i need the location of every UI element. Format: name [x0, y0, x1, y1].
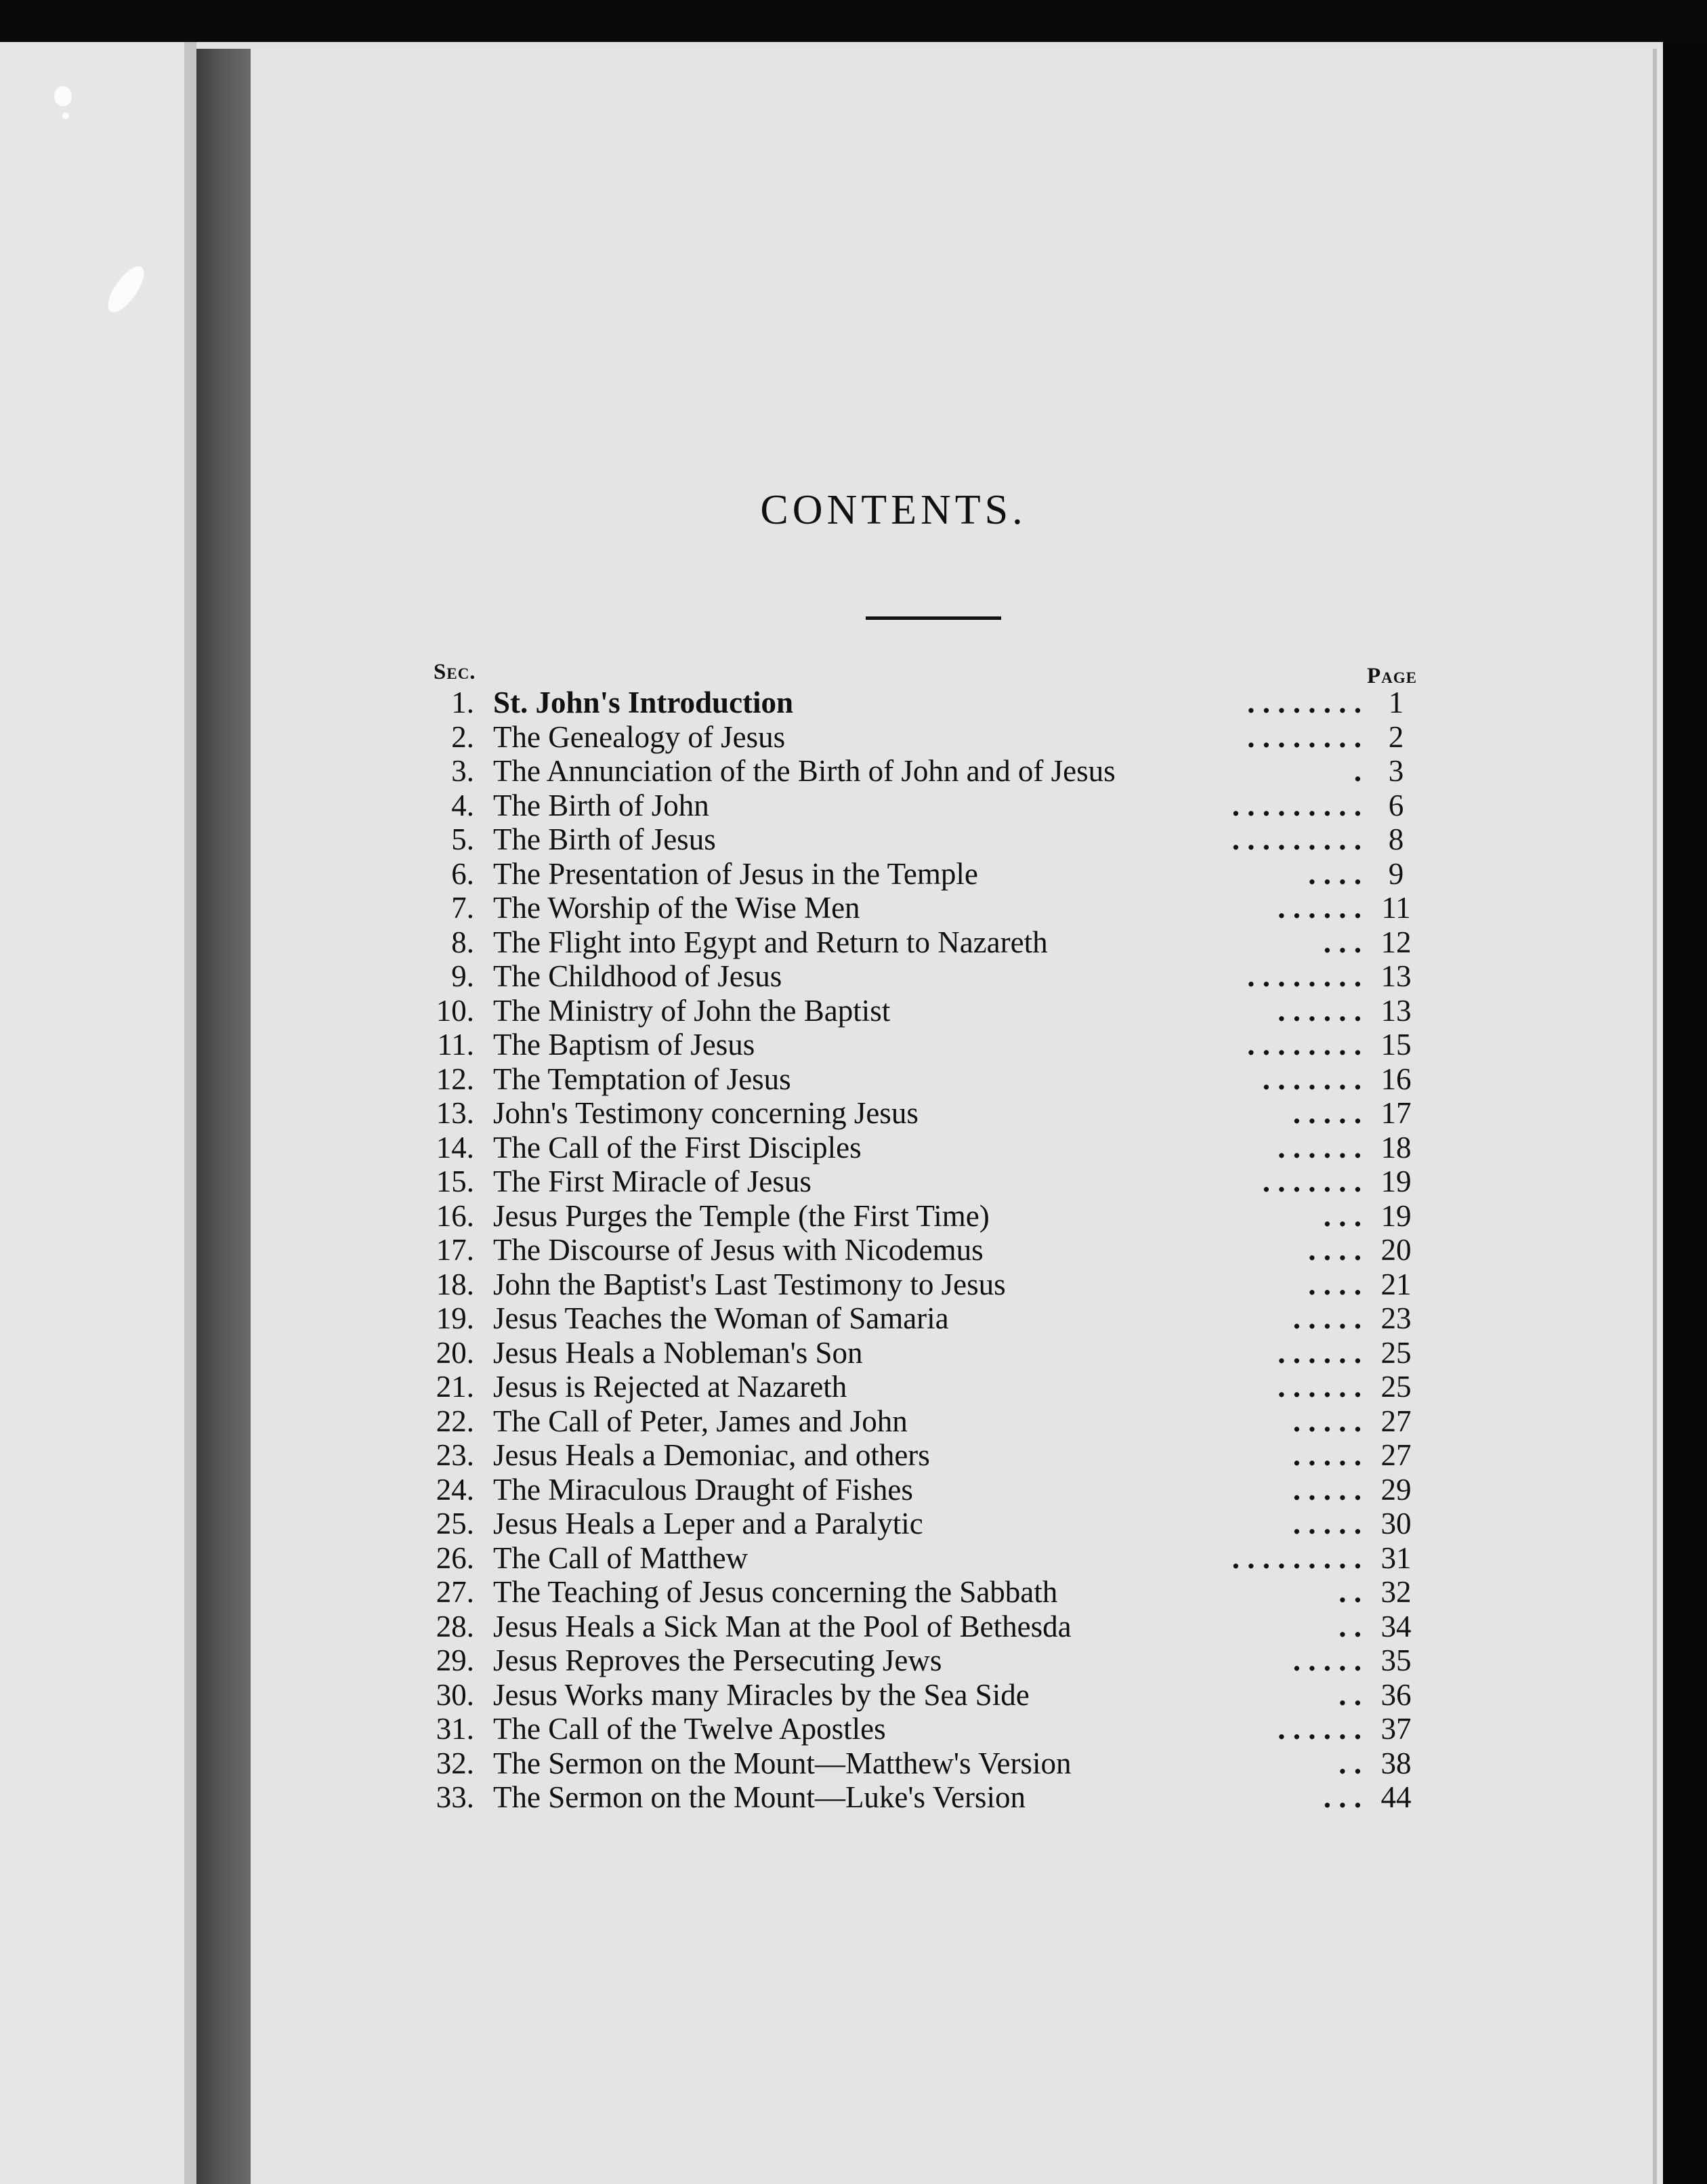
section-title: The Teaching of Jesus concerning the Sabbath	[493, 1575, 1058, 1609]
dot-leader: . . . . . . . .	[1247, 686, 1362, 719]
dot-leader: . . . . . . . .	[1247, 719, 1362, 754]
dot-leader: . . . . .	[1292, 1643, 1362, 1677]
section-number: 12.	[436, 1062, 474, 1096]
section-title: The Flight into Egypt and Return to Nazareth	[493, 925, 1048, 959]
page-number: 34	[1381, 1609, 1412, 1643]
section-column-header: Sec.	[434, 660, 476, 684]
toc-entry	[0, 925, 1707, 960]
toc-entry	[0, 1610, 1707, 1644]
dot-leader: . .	[1339, 1746, 1362, 1780]
toc-entry	[0, 1062, 1707, 1097]
section-number: 10.	[436, 993, 474, 1028]
section-title: Jesus Heals a Leper and a Paralytic	[493, 1507, 923, 1540]
paper-fleck	[62, 112, 69, 119]
section-number: 11.	[437, 1028, 474, 1062]
toc-entry	[0, 789, 1707, 823]
page-number: 38	[1381, 1746, 1412, 1780]
section-title: The Miraculous Draught of Fishes	[493, 1472, 913, 1507]
section-title: Jesus is Rejected at Nazareth	[493, 1370, 847, 1404]
toc-entry	[0, 891, 1707, 925]
section-number: 21.	[436, 1370, 474, 1404]
section-number: 32.	[436, 1746, 474, 1780]
page-number: 25	[1381, 1370, 1412, 1404]
toc-entry	[0, 1131, 1707, 1165]
section-number: 13.	[436, 1096, 474, 1130]
section-title: Jesus Purges the Temple (the First Time)	[493, 1198, 990, 1233]
page-number: 20	[1381, 1233, 1412, 1267]
dot-leader: . . . . .	[1292, 1472, 1362, 1507]
section-title: St. John's Introduction	[493, 686, 794, 719]
toc-entry	[0, 720, 1707, 755]
section-number: 23.	[436, 1438, 474, 1472]
dot-leader: . . . . . . . .	[1247, 1028, 1362, 1062]
section-number: 6.	[451, 856, 474, 891]
page-number: 27	[1381, 1404, 1412, 1438]
toc-entry	[0, 1678, 1707, 1713]
toc-entry	[0, 686, 1707, 720]
dot-leader: . . . .	[1308, 856, 1362, 891]
toc-entry	[0, 1199, 1707, 1234]
section-number: 1.	[451, 686, 474, 719]
section-title: John's Testimony concerning Jesus	[493, 1096, 919, 1130]
page-number: 17	[1381, 1096, 1412, 1130]
section-number: 8.	[451, 925, 474, 959]
page-number: 30	[1381, 1507, 1412, 1540]
page-number: 6	[1388, 788, 1404, 822]
dot-leader: . . . . . . .	[1262, 1062, 1362, 1096]
page-number: 21	[1381, 1267, 1412, 1301]
section-number: 26.	[436, 1540, 474, 1575]
section-number: 25.	[436, 1507, 474, 1540]
toc-entry	[0, 1164, 1707, 1199]
section-number: 9.	[451, 959, 474, 993]
page-number: 29	[1381, 1472, 1412, 1507]
page-number: 11	[1381, 891, 1411, 925]
section-number: 29.	[436, 1643, 474, 1677]
dot-leader: . . . . . . . . .	[1231, 822, 1362, 856]
section-number: 17.	[436, 1233, 474, 1267]
section-title: The Worship of the Wise Men	[493, 891, 860, 925]
section-title: Jesus Reproves the Persecuting Jews	[493, 1643, 942, 1677]
section-number: 15.	[436, 1164, 474, 1198]
dot-leader: . . . . .	[1292, 1301, 1362, 1335]
dot-leader: . . .	[1323, 925, 1362, 959]
section-number: 31.	[436, 1712, 474, 1746]
section-title: John the Baptist's Last Testimony to Jesus	[493, 1267, 1006, 1301]
section-number: 27.	[436, 1575, 474, 1609]
dot-leader: . . . . . . .	[1262, 1164, 1362, 1198]
section-title: The Discourse of Jesus with Nicodemus	[493, 1233, 984, 1267]
dot-leader: . . .	[1323, 1198, 1362, 1233]
page-number: 1	[1388, 686, 1404, 719]
section-title: The Annunciation of the Birth of John and of Jesus	[493, 754, 1116, 788]
toc-entry	[0, 1028, 1707, 1062]
page-number: 15	[1381, 1028, 1412, 1062]
section-number: 28.	[436, 1609, 474, 1643]
dot-leader: . . . . .	[1292, 1438, 1362, 1472]
dot-leader: . . . . . . . . .	[1231, 1540, 1362, 1575]
section-number: 18.	[436, 1267, 474, 1301]
page-number: 35	[1381, 1643, 1412, 1677]
dot-leader: . . . . .	[1292, 1096, 1362, 1130]
dot-leader: . . . .	[1308, 1267, 1362, 1301]
dot-leader: . . . . .	[1292, 1404, 1362, 1438]
toc-entry	[0, 1473, 1707, 1507]
page-number: 31	[1381, 1540, 1412, 1575]
dot-leader: . . . . .	[1292, 1507, 1362, 1540]
scan-top-border	[0, 0, 1707, 42]
page-title: CONTENTS.	[760, 487, 1027, 533]
table-of-contents	[0, 686, 1707, 1815]
title-rule	[866, 616, 1001, 620]
page-number: 27	[1381, 1438, 1412, 1472]
page-column-header: Page	[1367, 664, 1417, 688]
page-number: 37	[1381, 1712, 1412, 1746]
toc-entry	[0, 1370, 1707, 1404]
toc-entry	[0, 1780, 1707, 1815]
toc-entry	[0, 1336, 1707, 1370]
dot-leader: .	[1353, 754, 1362, 788]
dot-leader: . . . . . .	[1278, 1712, 1362, 1746]
toc-entry	[0, 1575, 1707, 1610]
dot-leader: . .	[1339, 1575, 1362, 1609]
section-title: The Temptation of Jesus	[493, 1062, 791, 1096]
page-number: 44	[1381, 1780, 1412, 1814]
section-number: 20.	[436, 1335, 474, 1370]
section-title: Jesus Works many Miracles by the Sea Side	[493, 1677, 1030, 1712]
section-number: 3.	[451, 754, 474, 788]
section-number: 2.	[451, 719, 474, 754]
dot-leader: . . . . . .	[1278, 1335, 1362, 1370]
section-number: 7.	[451, 891, 474, 925]
page-number: 36	[1381, 1677, 1412, 1712]
section-title: The Call of the Twelve Apostles	[493, 1712, 886, 1746]
page-number: 19	[1381, 1198, 1412, 1233]
section-title: The Ministry of John the Baptist	[493, 993, 891, 1028]
toc-entry	[0, 959, 1707, 994]
dot-leader: . . . .	[1308, 1233, 1362, 1267]
section-number: 19.	[436, 1301, 474, 1335]
page-number: 2	[1388, 719, 1404, 754]
section-title: The Birth of Jesus	[493, 822, 716, 856]
section-title: The Childhood of Jesus	[493, 959, 782, 993]
page-number: 32	[1381, 1575, 1412, 1609]
page-number: 12	[1381, 925, 1412, 959]
dot-leader: . . . . . . . .	[1247, 959, 1362, 993]
toc-entry	[0, 1096, 1707, 1131]
section-title: Jesus Heals a Nobleman's Son	[493, 1335, 863, 1370]
toc-entry	[0, 1712, 1707, 1746]
dot-leader: . .	[1339, 1609, 1362, 1643]
section-number: 4.	[451, 788, 474, 822]
section-title: The Call of Peter, James and John	[493, 1404, 908, 1438]
section-title: The Baptism of Jesus	[493, 1028, 755, 1062]
section-title: Jesus Heals a Demoniac, and others	[493, 1438, 930, 1472]
toc-entry	[0, 1301, 1707, 1336]
section-number: 16.	[436, 1198, 474, 1233]
toc-entry	[0, 1507, 1707, 1541]
toc-entry	[0, 1541, 1707, 1576]
section-title: The Call of Matthew	[493, 1540, 749, 1575]
page-number: 9	[1388, 856, 1404, 891]
page-number: 19	[1381, 1164, 1412, 1198]
section-title: Jesus Teaches the Woman of Samaria	[493, 1301, 949, 1335]
toc-entry	[0, 822, 1707, 857]
section-title: The Presentation of Jesus in the Temple	[493, 856, 978, 891]
toc-entry	[0, 1233, 1707, 1267]
dot-leader: . . . . . .	[1278, 1370, 1362, 1404]
toc-entry	[0, 994, 1707, 1028]
page-number: 3	[1388, 754, 1404, 788]
section-title: Jesus Heals a Sick Man at the Pool of Bethesda	[493, 1609, 1072, 1643]
dot-leader: . . . . . .	[1278, 891, 1362, 925]
dot-leader: . . . . . .	[1278, 1130, 1362, 1164]
page-number: 16	[1381, 1062, 1412, 1096]
section-number: 24.	[436, 1472, 474, 1507]
toc-entry	[0, 754, 1707, 789]
section-number: 22.	[436, 1404, 474, 1438]
section-number: 30.	[436, 1677, 474, 1712]
paper-fleck	[102, 261, 150, 318]
toc-entry	[0, 857, 1707, 891]
page-number: 25	[1381, 1335, 1412, 1370]
section-title: The Genealogy of Jesus	[493, 719, 786, 754]
toc-entry	[0, 1404, 1707, 1439]
paper-fleck	[54, 86, 72, 106]
section-title: The Sermon on the Mount—Matthew's Version	[493, 1746, 1072, 1780]
toc-entry	[0, 1643, 1707, 1678]
page-number: 23	[1381, 1301, 1412, 1335]
dot-leader: . . . . . .	[1278, 993, 1362, 1028]
page-number: 18	[1381, 1130, 1412, 1164]
dot-leader: . .	[1339, 1677, 1362, 1712]
section-number: 33.	[436, 1780, 474, 1814]
section-number: 5.	[451, 822, 474, 856]
section-title: The First Miracle of Jesus	[493, 1164, 812, 1198]
dot-leader: . . . . . . . . .	[1231, 788, 1362, 822]
toc-entry	[0, 1746, 1707, 1781]
section-number: 14.	[436, 1130, 474, 1164]
page-number: 13	[1381, 959, 1412, 993]
page-number: 8	[1388, 822, 1404, 856]
section-title: The Birth of John	[493, 788, 709, 822]
toc-entry	[0, 1438, 1707, 1473]
toc-entry	[0, 1267, 1707, 1302]
dot-leader: . . .	[1323, 1780, 1362, 1814]
section-title: The Sermon on the Mount—Luke's Version	[493, 1780, 1026, 1814]
page-number: 13	[1381, 993, 1412, 1028]
section-title: The Call of the First Disciples	[493, 1130, 862, 1164]
